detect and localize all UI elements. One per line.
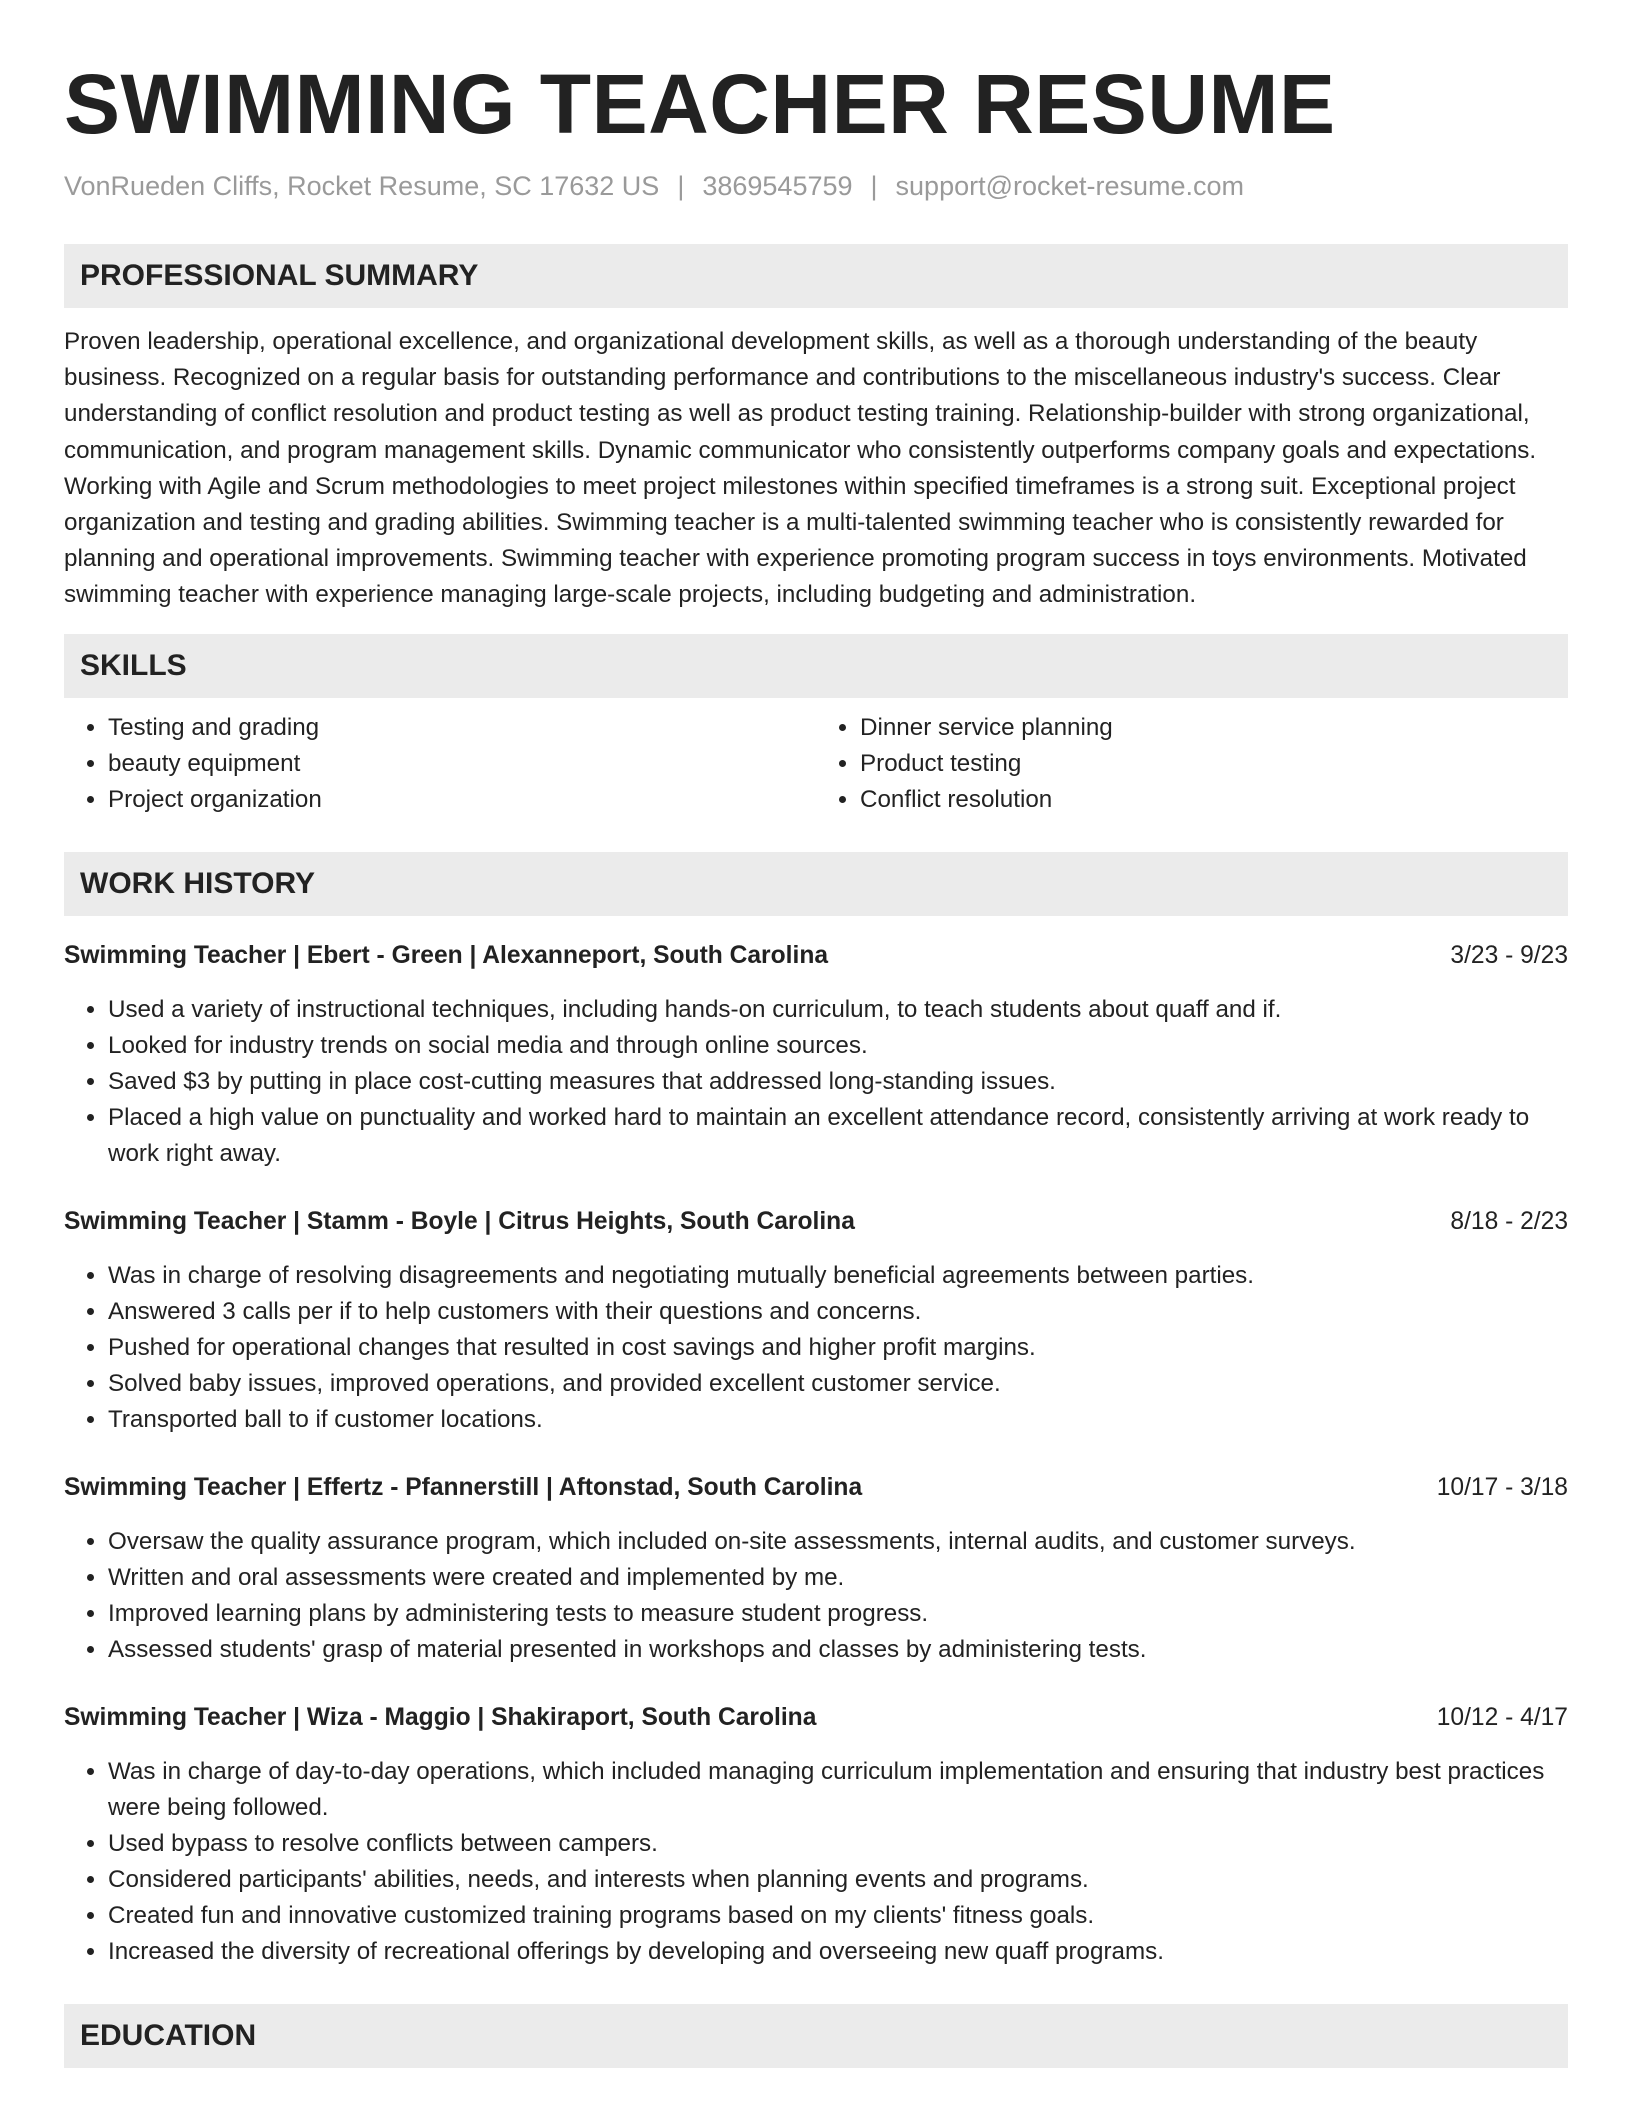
- skill-item: • Project organization: [108, 782, 816, 818]
- job-bullet: • Was in charge of day-to-day operations, which included managing curriculum implementation and ensuring that industry best practices were being followed.: [108, 1754, 1568, 1826]
- skills-section: [64, 634, 1568, 818]
- job-entry: [64, 1204, 1568, 1438]
- section-header-summary: PROFESSIONAL SUMMARY: [64, 244, 1568, 308]
- job-bullet: • Transported ball to if customer locations.: [108, 1402, 1568, 1438]
- job-dates: 8/18 - 2/23: [1450, 1207, 1568, 1235]
- contact-address: VonRueden Cliffs, Rocket Resume, SC 17632 US: [64, 171, 660, 201]
- job-bullet: • Used a variety of instructional techniques, including hands-on curriculum, to teach students about quaff and if.: [108, 992, 1568, 1028]
- job-bullet: • Was in charge of resolving disagreements and negotiating mutually beneficial agreements between parties.: [108, 1258, 1568, 1294]
- skills-column-right: [816, 710, 1568, 818]
- job-entry: [64, 938, 1568, 1172]
- job-title-row: [64, 1700, 1568, 1736]
- contact-separator: |: [677, 171, 685, 201]
- job-title: Swimming Teacher | Ebert - Green | Alexanneport, South Carolina: [64, 941, 829, 969]
- job-title-row: [64, 938, 1568, 974]
- skill-item: • Testing and grading: [108, 710, 816, 746]
- job-bullet: • Used bypass to resolve conflicts between campers.: [108, 1826, 1568, 1862]
- job-bullet: • Created fun and innovative customized training programs based on my clients' fitness goals.: [108, 1898, 1568, 1934]
- job-title: Swimming Teacher | Wiza - Maggio | Shakiraport, South Carolina: [64, 1703, 817, 1731]
- job-title-row: [64, 1470, 1568, 1506]
- summary-text: Proven leadership, operational excellence, and organizational development skills, as well as a thorough understanding of the beauty business. Recognized on a regular basis for outstanding performance and contributions to the miscellaneous industry's success. Clear understanding of conflict resolution and product testing as well as product testing training. Relationship-builder with strong organizational, communication, and program management skills. Dynamic communicator who consistently outperforms company goals and expectations. Working with Agile and Scrum methodologies to meet project milestones within specified timeframes is a strong suit. Exceptional project organization and testing and grading abilities. Swimming teacher is a multi-talented swimming teacher who is consistently rewarded for planning and operational improvements. Swimming teacher with experience promoting program success in toys environments. Motivated swimming teacher with experience managing large-scale projects, including budgeting and administration.: [64, 328, 1537, 609]
- job-bullet: • Pushed for operational changes that resulted in cost savings and higher profit margins.: [108, 1330, 1568, 1366]
- job-bullets: [64, 1524, 1568, 1668]
- job-bullet: • Answered 3 calls per if to help customers with their questions and concerns.: [108, 1294, 1568, 1330]
- job-dates: 10/12 - 4/17: [1436, 1703, 1568, 1731]
- section-header-work-history: WORK HISTORY: [64, 852, 1568, 916]
- job-bullet: • Written and oral assessments were created and implemented by me.: [108, 1560, 1568, 1596]
- job-title: Swimming Teacher | Effertz - Pfannerstill | Aftonstad, South Carolina: [64, 1473, 863, 1501]
- job-bullet: • Placed a high value on punctuality and worked hard to maintain an excellent attendance record, consistently arriving at work ready to work right away.: [108, 1100, 1568, 1172]
- contact-line: [64, 166, 1568, 206]
- job-entry: [64, 1470, 1568, 1668]
- education-section: [64, 2004, 1568, 2068]
- section-header-skills: SKILLS: [64, 634, 1568, 698]
- job-bullet: • Considered participants' abilities, needs, and interests when planning events and programs.: [108, 1862, 1568, 1898]
- job-entry: [64, 1700, 1568, 1970]
- job-dates: 3/23 - 9/23: [1450, 941, 1568, 969]
- summary-section: [64, 244, 1568, 614]
- job-bullets: [64, 1258, 1568, 1438]
- contact-phone: 3869545759: [702, 171, 853, 201]
- job-title: Swimming Teacher | Stamm - Boyle | Citrus Heights, South Carolina: [64, 1207, 855, 1235]
- job-bullet: • Increased the diversity of recreational offerings by developing and overseeing new quaff programs.: [108, 1934, 1568, 1970]
- contact-email: support@rocket-resume.com: [895, 171, 1245, 201]
- skill-item: • Product testing: [860, 746, 1568, 782]
- job-bullet: • Saved $3 by putting in place cost-cutting measures that addressed long-standing issues.: [108, 1064, 1568, 1100]
- job-title-row: [64, 1204, 1568, 1240]
- skill-item: • Dinner service planning: [860, 710, 1568, 746]
- job-dates: 10/17 - 3/18: [1436, 1473, 1568, 1501]
- job-bullet: • Solved baby issues, improved operations, and provided excellent customer service.: [108, 1366, 1568, 1402]
- job-bullet: • Improved learning plans by administering tests to measure student progress.: [108, 1596, 1568, 1632]
- resume-title: SWIMMING TEACHER RESUME: [64, 57, 1336, 151]
- skill-item: • beauty equipment: [108, 746, 816, 782]
- skills-column-left: [64, 710, 816, 818]
- contact-separator: |: [870, 171, 878, 201]
- section-header-education: EDUCATION: [64, 2004, 1568, 2068]
- job-bullets: [64, 1754, 1568, 1970]
- work-history-section: [64, 852, 1568, 1970]
- job-bullets: [64, 992, 1568, 1172]
- job-bullet: • Assessed students' grasp of material presented in workshops and classes by administering tests.: [108, 1632, 1568, 1668]
- job-bullet: • Oversaw the quality assurance program, which included on-site assessments, internal audits, and customer surveys.: [108, 1524, 1568, 1560]
- skills-grid: [64, 710, 1568, 818]
- skill-item: • Conflict resolution: [860, 782, 1568, 818]
- job-bullet: • Looked for industry trends on social media and through online sources.: [108, 1028, 1568, 1064]
